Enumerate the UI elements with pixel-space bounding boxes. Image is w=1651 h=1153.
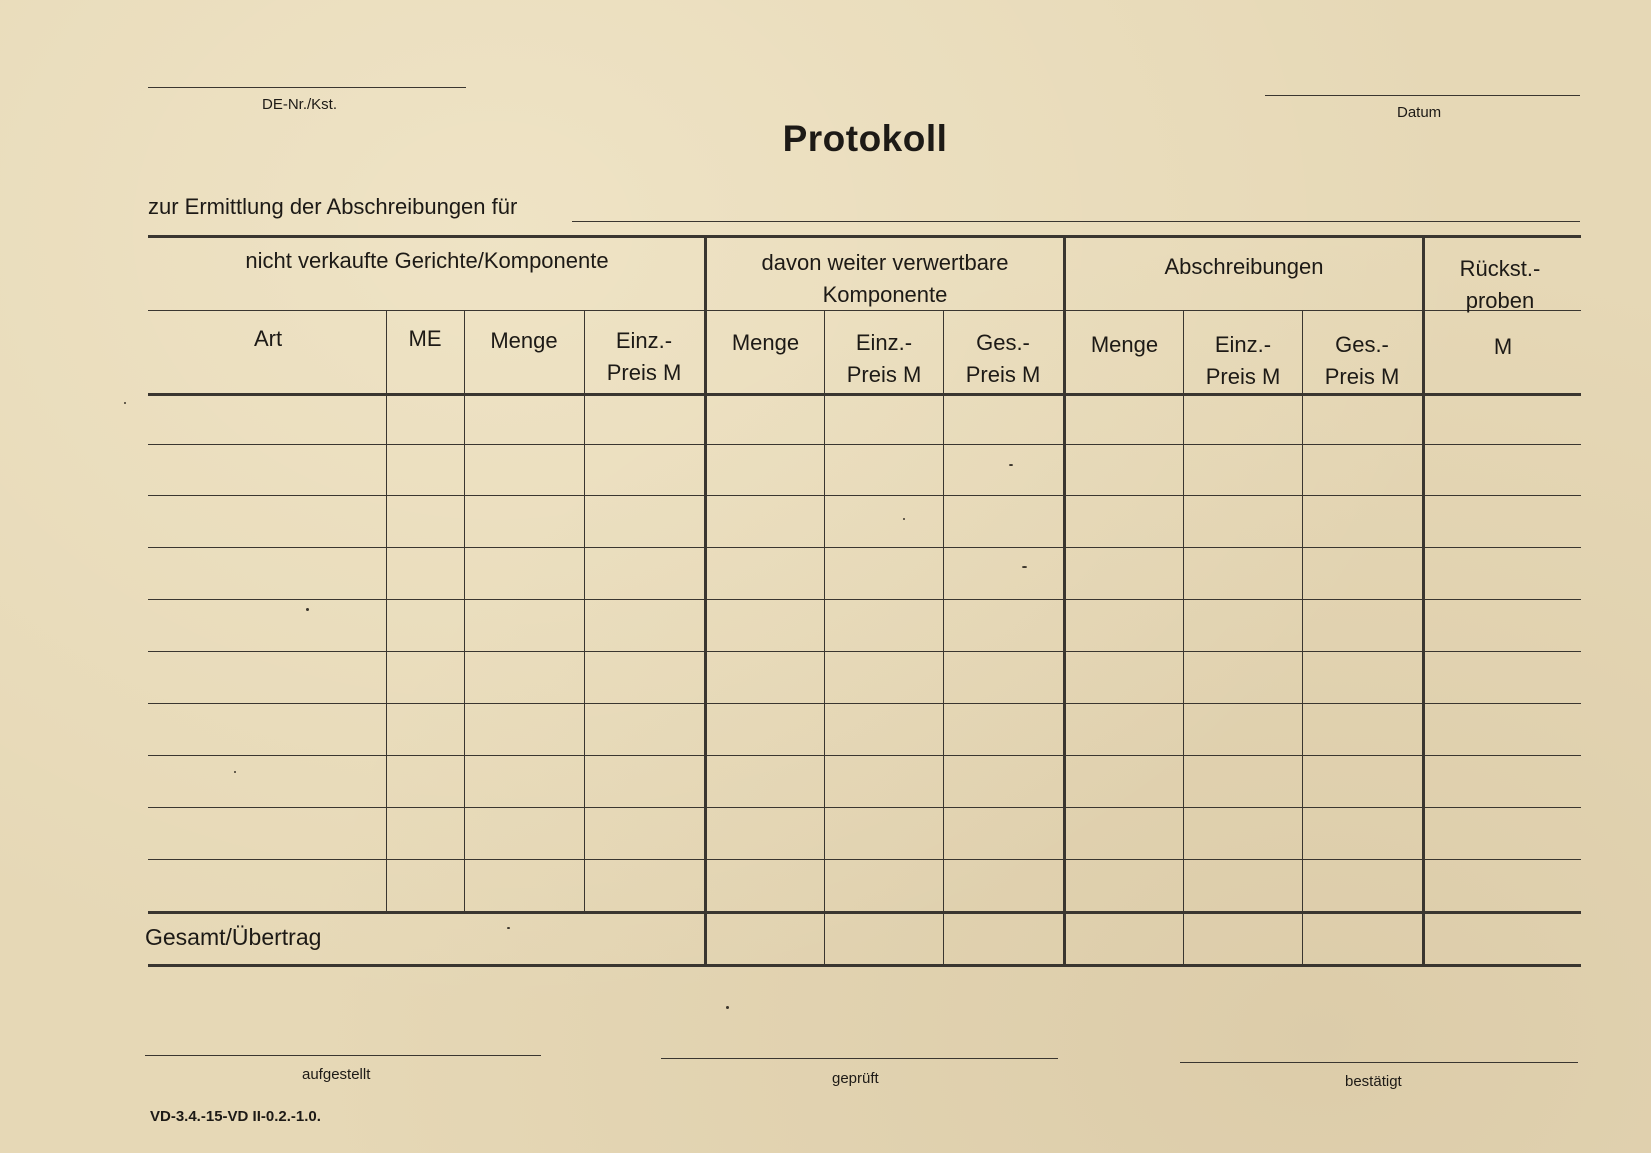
page-title: Protokoll [782,118,948,159]
table-row-line [148,651,1581,652]
table-row-line [148,547,1581,548]
signature-line [145,1055,541,1056]
table-top-line [148,235,1581,238]
table-row-line [148,755,1581,756]
de-nr-label: DE-Nr./Kst. [262,96,338,113]
paper-speck [507,927,510,929]
col-header-einz-preis: Einz.-Preis M [1205,332,1281,389]
paper-speck [1022,566,1027,568]
column-header-bottom [148,393,1581,396]
col-header-menge: Menge [1090,332,1159,357]
col-header-m: M [1493,334,1513,359]
col-divider [824,311,825,965]
col-divider [1183,311,1184,965]
datum-label: Datum [1397,104,1442,121]
col-divider [1302,311,1303,965]
table-bottom-line [148,964,1581,967]
paper-speck [1009,464,1013,466]
paper-speck [726,1006,729,1009]
col-header-einz-preis: Einz.-Preis M [606,328,682,385]
totals-top-line [148,911,1581,914]
signature-label-bestaetigt: bestätigt [1345,1073,1402,1090]
form-code: VD-3.4.-15-VD II-0.2.-1.0. [150,1108,321,1125]
col-header-menge: Menge [731,330,800,355]
group-header-nicht-verkauft: nicht verkaufte Gerichte/Komponente [245,248,609,273]
signature-label-geprueft: geprüft [832,1070,879,1087]
total-label: Gesamt/Übertrag [145,924,322,950]
col-header-ges-preis: Ges.-Preis M [965,330,1041,387]
col-divider [584,311,585,911]
datum-line [1265,95,1580,96]
group-header-abschreibungen: Abschreibungen [1164,254,1324,279]
paper-speck [903,518,905,520]
col-divider [943,311,944,965]
col-divider [386,311,387,911]
signature-line [661,1058,1058,1059]
table-row-line [148,495,1581,496]
signature-line [1180,1062,1578,1063]
col-header-ges-preis: Ges.-Preis M [1324,332,1400,389]
group-header-weiter-verwertbar: davon weiter verwertbare Komponente [761,250,1009,307]
paper-speck [234,771,236,773]
table-row-line [148,703,1581,704]
col-divider [464,311,465,911]
table-row-line [148,807,1581,808]
col-header-me: ME [408,326,442,351]
group-header-rueckstellproben: Rückst.-proben [1459,256,1541,313]
table-row-line [148,444,1581,445]
subtitle: zur Ermittlung der Abschreibungen für [148,194,518,219]
col-header-menge: Menge [490,328,558,353]
de-nr-line [148,87,466,88]
col-header-einz-preis: Einz.-Preis M [846,330,922,387]
table-row-line [148,859,1581,860]
paper-speck [124,402,126,404]
col-header-art: Art [253,326,283,351]
signature-label-aufgestellt: aufgestellt [302,1066,371,1083]
table-row-line [148,599,1581,600]
paper-speck [306,608,309,611]
subtitle-fill-line [572,221,1580,222]
